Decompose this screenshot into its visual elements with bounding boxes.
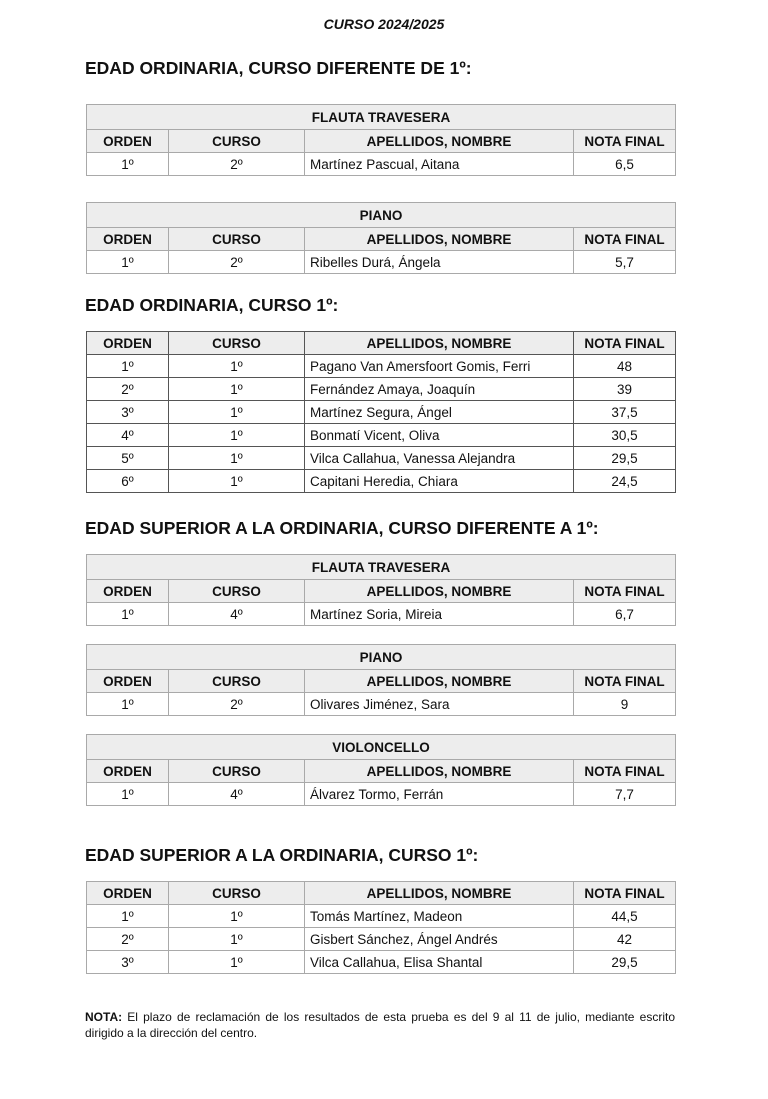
cell-nota: 29,5 xyxy=(574,447,676,470)
table-header-row xyxy=(87,760,676,783)
cell-curso: 4º xyxy=(169,603,305,626)
cell-nota: 39 xyxy=(574,378,676,401)
cell-orden: 1º xyxy=(87,355,169,378)
note-text: El plazo de reclamación de los resultados de esta prueba es del 9 al 11 de julio, mediante escrito dirigido a la dirección del centro. xyxy=(85,1010,675,1040)
header-nota: NOTA FINAL xyxy=(574,580,676,603)
header-curso: CURSO xyxy=(169,882,305,905)
cell-orden: 2º xyxy=(87,928,169,951)
header-orden: ORDEN xyxy=(87,882,169,905)
cell-nombre: Álvarez Tormo, Ferrán xyxy=(305,783,574,806)
cell-orden: 1º xyxy=(87,153,169,176)
instrument-title: PIANO xyxy=(87,203,676,228)
note-label: NOTA: xyxy=(85,1010,123,1024)
header-curso: CURSO xyxy=(169,332,305,355)
instrument-title: FLAUTA TRAVESERA xyxy=(87,105,676,130)
cell-curso: 2º xyxy=(169,693,305,716)
cell-orden: 1º xyxy=(87,905,169,928)
table-header-row xyxy=(87,130,676,153)
header-nombre: APELLIDOS, NOMBRE xyxy=(305,580,574,603)
cell-orden: 2º xyxy=(87,378,169,401)
table-header-row xyxy=(87,882,676,905)
header-orden: ORDEN xyxy=(87,670,169,693)
header-nota: NOTA FINAL xyxy=(574,130,676,153)
header-curso: CURSO xyxy=(169,760,305,783)
cell-nota: 44,5 xyxy=(574,905,676,928)
cell-nota: 9 xyxy=(574,693,676,716)
cell-nombre: Capitani Heredia, Chiara xyxy=(305,470,574,493)
section-heading-ordinaria-diferente: EDAD ORDINARIA, CURSO DIFERENTE DE 1º: xyxy=(85,58,472,78)
cell-nota: 30,5 xyxy=(574,424,676,447)
instrument-title: FLAUTA TRAVESERA xyxy=(87,555,676,580)
cell-nota: 24,5 xyxy=(574,470,676,493)
cell-nombre: Ribelles Durá, Ángela xyxy=(305,251,574,274)
cell-orden: 3º xyxy=(87,951,169,974)
table-row xyxy=(87,951,676,974)
header-nombre: APELLIDOS, NOMBRE xyxy=(305,130,574,153)
cell-nombre: Martínez Soria, Mireia xyxy=(305,603,574,626)
table-row xyxy=(87,447,676,470)
header-nota: NOTA FINAL xyxy=(574,760,676,783)
header-nota: NOTA FINAL xyxy=(574,332,676,355)
course-title: CURSO 2024/2025 xyxy=(323,16,445,32)
cell-curso: 1º xyxy=(169,355,305,378)
table-row xyxy=(87,693,676,716)
header-curso: CURSO xyxy=(169,580,305,603)
cell-curso: 1º xyxy=(169,424,305,447)
header-orden: ORDEN xyxy=(87,228,169,251)
table-piano-superior xyxy=(86,644,676,716)
table-row xyxy=(87,905,676,928)
cell-nombre: Vilca Callahua, Elisa Shantal xyxy=(305,951,574,974)
table-row xyxy=(87,355,676,378)
cell-orden: 1º xyxy=(87,603,169,626)
cell-nota: 6,5 xyxy=(574,153,676,176)
cell-nota: 5,7 xyxy=(574,251,676,274)
cell-nombre: Martínez Pascual, Aitana xyxy=(305,153,574,176)
cell-curso: 1º xyxy=(169,928,305,951)
table-row xyxy=(87,928,676,951)
cell-curso: 1º xyxy=(169,447,305,470)
header-nota: NOTA FINAL xyxy=(574,882,676,905)
header-nombre: APELLIDOS, NOMBRE xyxy=(305,228,574,251)
cell-curso: 1º xyxy=(169,378,305,401)
section-heading-ordinaria-primero: EDAD ORDINARIA, CURSO 1º: xyxy=(85,295,339,315)
table-flauta-travesera-superior xyxy=(86,554,676,626)
table-header-row xyxy=(87,228,676,251)
header-nombre: APELLIDOS, NOMBRE xyxy=(305,332,574,355)
table-piano-ordinaria xyxy=(86,202,676,274)
cell-nombre: Gisbert Sánchez, Ángel Andrés xyxy=(305,928,574,951)
cell-orden: 1º xyxy=(87,783,169,806)
header-nombre: APELLIDOS, NOMBRE xyxy=(305,882,574,905)
header-nota: NOTA FINAL xyxy=(574,670,676,693)
cell-nombre: Fernández Amaya, Joaquín xyxy=(305,378,574,401)
header-nombre: APELLIDOS, NOMBRE xyxy=(305,670,574,693)
table-violoncello-superior xyxy=(86,734,676,806)
table-row xyxy=(87,424,676,447)
header-curso: CURSO xyxy=(169,670,305,693)
table-header-row xyxy=(87,580,676,603)
table-row xyxy=(87,153,676,176)
cell-curso: 1º xyxy=(169,470,305,493)
table-header-row xyxy=(87,332,676,355)
cell-orden: 1º xyxy=(87,251,169,274)
cell-curso: 1º xyxy=(169,401,305,424)
cell-nota: 42 xyxy=(574,928,676,951)
table-row xyxy=(87,251,676,274)
header-orden: ORDEN xyxy=(87,760,169,783)
cell-nombre: Martínez Segura, Ángel xyxy=(305,401,574,424)
header-nota: NOTA FINAL xyxy=(574,228,676,251)
table-row xyxy=(87,603,676,626)
header-nombre: APELLIDOS, NOMBRE xyxy=(305,760,574,783)
instrument-title: VIOLONCELLO xyxy=(87,735,676,760)
cell-nota: 48 xyxy=(574,355,676,378)
cell-orden: 4º xyxy=(87,424,169,447)
cell-nombre: Vilca Callahua, Vanessa Alejandra xyxy=(305,447,574,470)
cell-curso: 1º xyxy=(169,905,305,928)
header-curso: CURSO xyxy=(169,228,305,251)
cell-orden: 5º xyxy=(87,447,169,470)
table-row xyxy=(87,401,676,424)
section-heading-superior-diferente: EDAD SUPERIOR A LA ORDINARIA, CURSO DIFERENTE A 1º: xyxy=(85,518,599,538)
cell-orden: 3º xyxy=(87,401,169,424)
cell-orden: 1º xyxy=(87,693,169,716)
table-row xyxy=(87,378,676,401)
header-curso: CURSO xyxy=(169,130,305,153)
cell-nombre: Olivares Jiménez, Sara xyxy=(305,693,574,716)
header-orden: ORDEN xyxy=(87,130,169,153)
cell-nombre: Pagano Van Amersfoort Gomis, Ferri xyxy=(305,355,574,378)
cell-curso: 4º xyxy=(169,783,305,806)
table-superior-primero xyxy=(86,881,676,974)
cell-nota: 29,5 xyxy=(574,951,676,974)
footer-note xyxy=(85,1009,675,1041)
instrument-title: PIANO xyxy=(87,645,676,670)
header-orden: ORDEN xyxy=(87,332,169,355)
table-header-row xyxy=(87,670,676,693)
table-ordinaria-primero xyxy=(86,331,676,493)
cell-nota: 7,7 xyxy=(574,783,676,806)
cell-nota: 37,5 xyxy=(574,401,676,424)
cell-nombre: Tomás Martínez, Madeon xyxy=(305,905,574,928)
table-row xyxy=(87,470,676,493)
table-row xyxy=(87,783,676,806)
header-orden: ORDEN xyxy=(87,580,169,603)
section-heading-superior-primero: EDAD SUPERIOR A LA ORDINARIA, CURSO 1º: xyxy=(85,845,479,865)
cell-curso: 1º xyxy=(169,951,305,974)
cell-curso: 2º xyxy=(169,251,305,274)
cell-nombre: Bonmatí Vicent, Oliva xyxy=(305,424,574,447)
cell-orden: 6º xyxy=(87,470,169,493)
cell-curso: 2º xyxy=(169,153,305,176)
table-flauta-travesera-ordinaria xyxy=(86,104,676,176)
cell-nota: 6,7 xyxy=(574,603,676,626)
